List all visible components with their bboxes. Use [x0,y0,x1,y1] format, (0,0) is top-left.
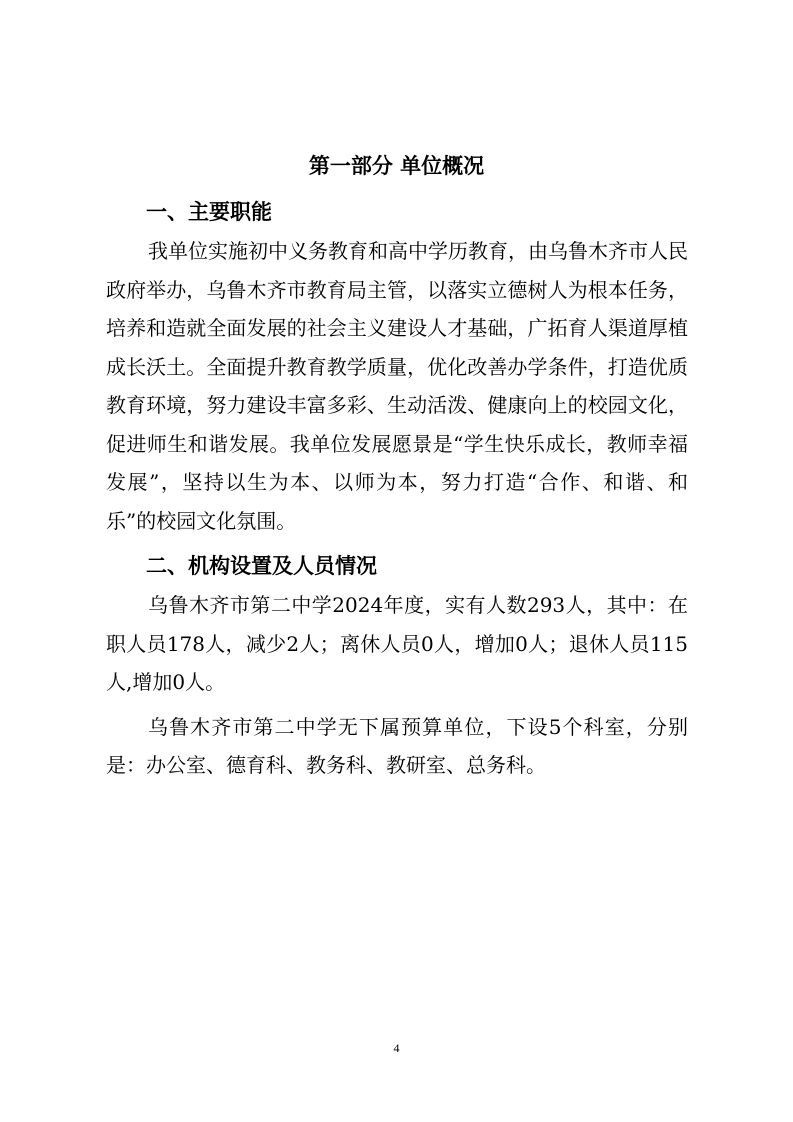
document-body [106,192,688,785]
page-title: 第一部分 单位概况 [308,154,485,178]
paragraph-main-functions: 我单位实施初中义务教育和高中学历教育，由乌鲁木齐市人民政府举办，乌鲁木齐市教育局主管，以落实立德树人为根本任务，培养和造就全面发展的社会主义建设人才基础，广拓育人渠道厚植成长沃土。全面提升教育教学质量，优化改善办学条件，打造优质教育环境，努力建设丰富多彩、生动活泼、健康向上的校园文化，促进师生和谐发展。我单位发展愿景是“学生快乐成长，教师幸福发展”，坚持以生为本、以师为本，努力打造“合作、和谐、和乐”的校园文化氛围。 [106,239,688,533]
section-heading-main-functions: 一、主要职能 [146,200,272,224]
paragraph-departments: 乌鲁木齐市第二中学无下属预算单位，下设5个科室，分别是：办公室、德育科、教务科、教研室、总务科。 [106,714,688,777]
section-heading-organization-staff: 二、机构设置及人员情况 [146,554,377,578]
paragraph-staff-numbers: 乌鲁木齐市第二中学2024年度，实有人数293人，其中：在职人员178人，减少2人；离休人员0人，增加0人；退休人员115人,增加0人。 [106,593,688,694]
page-number: 4 [393,1041,400,1055]
